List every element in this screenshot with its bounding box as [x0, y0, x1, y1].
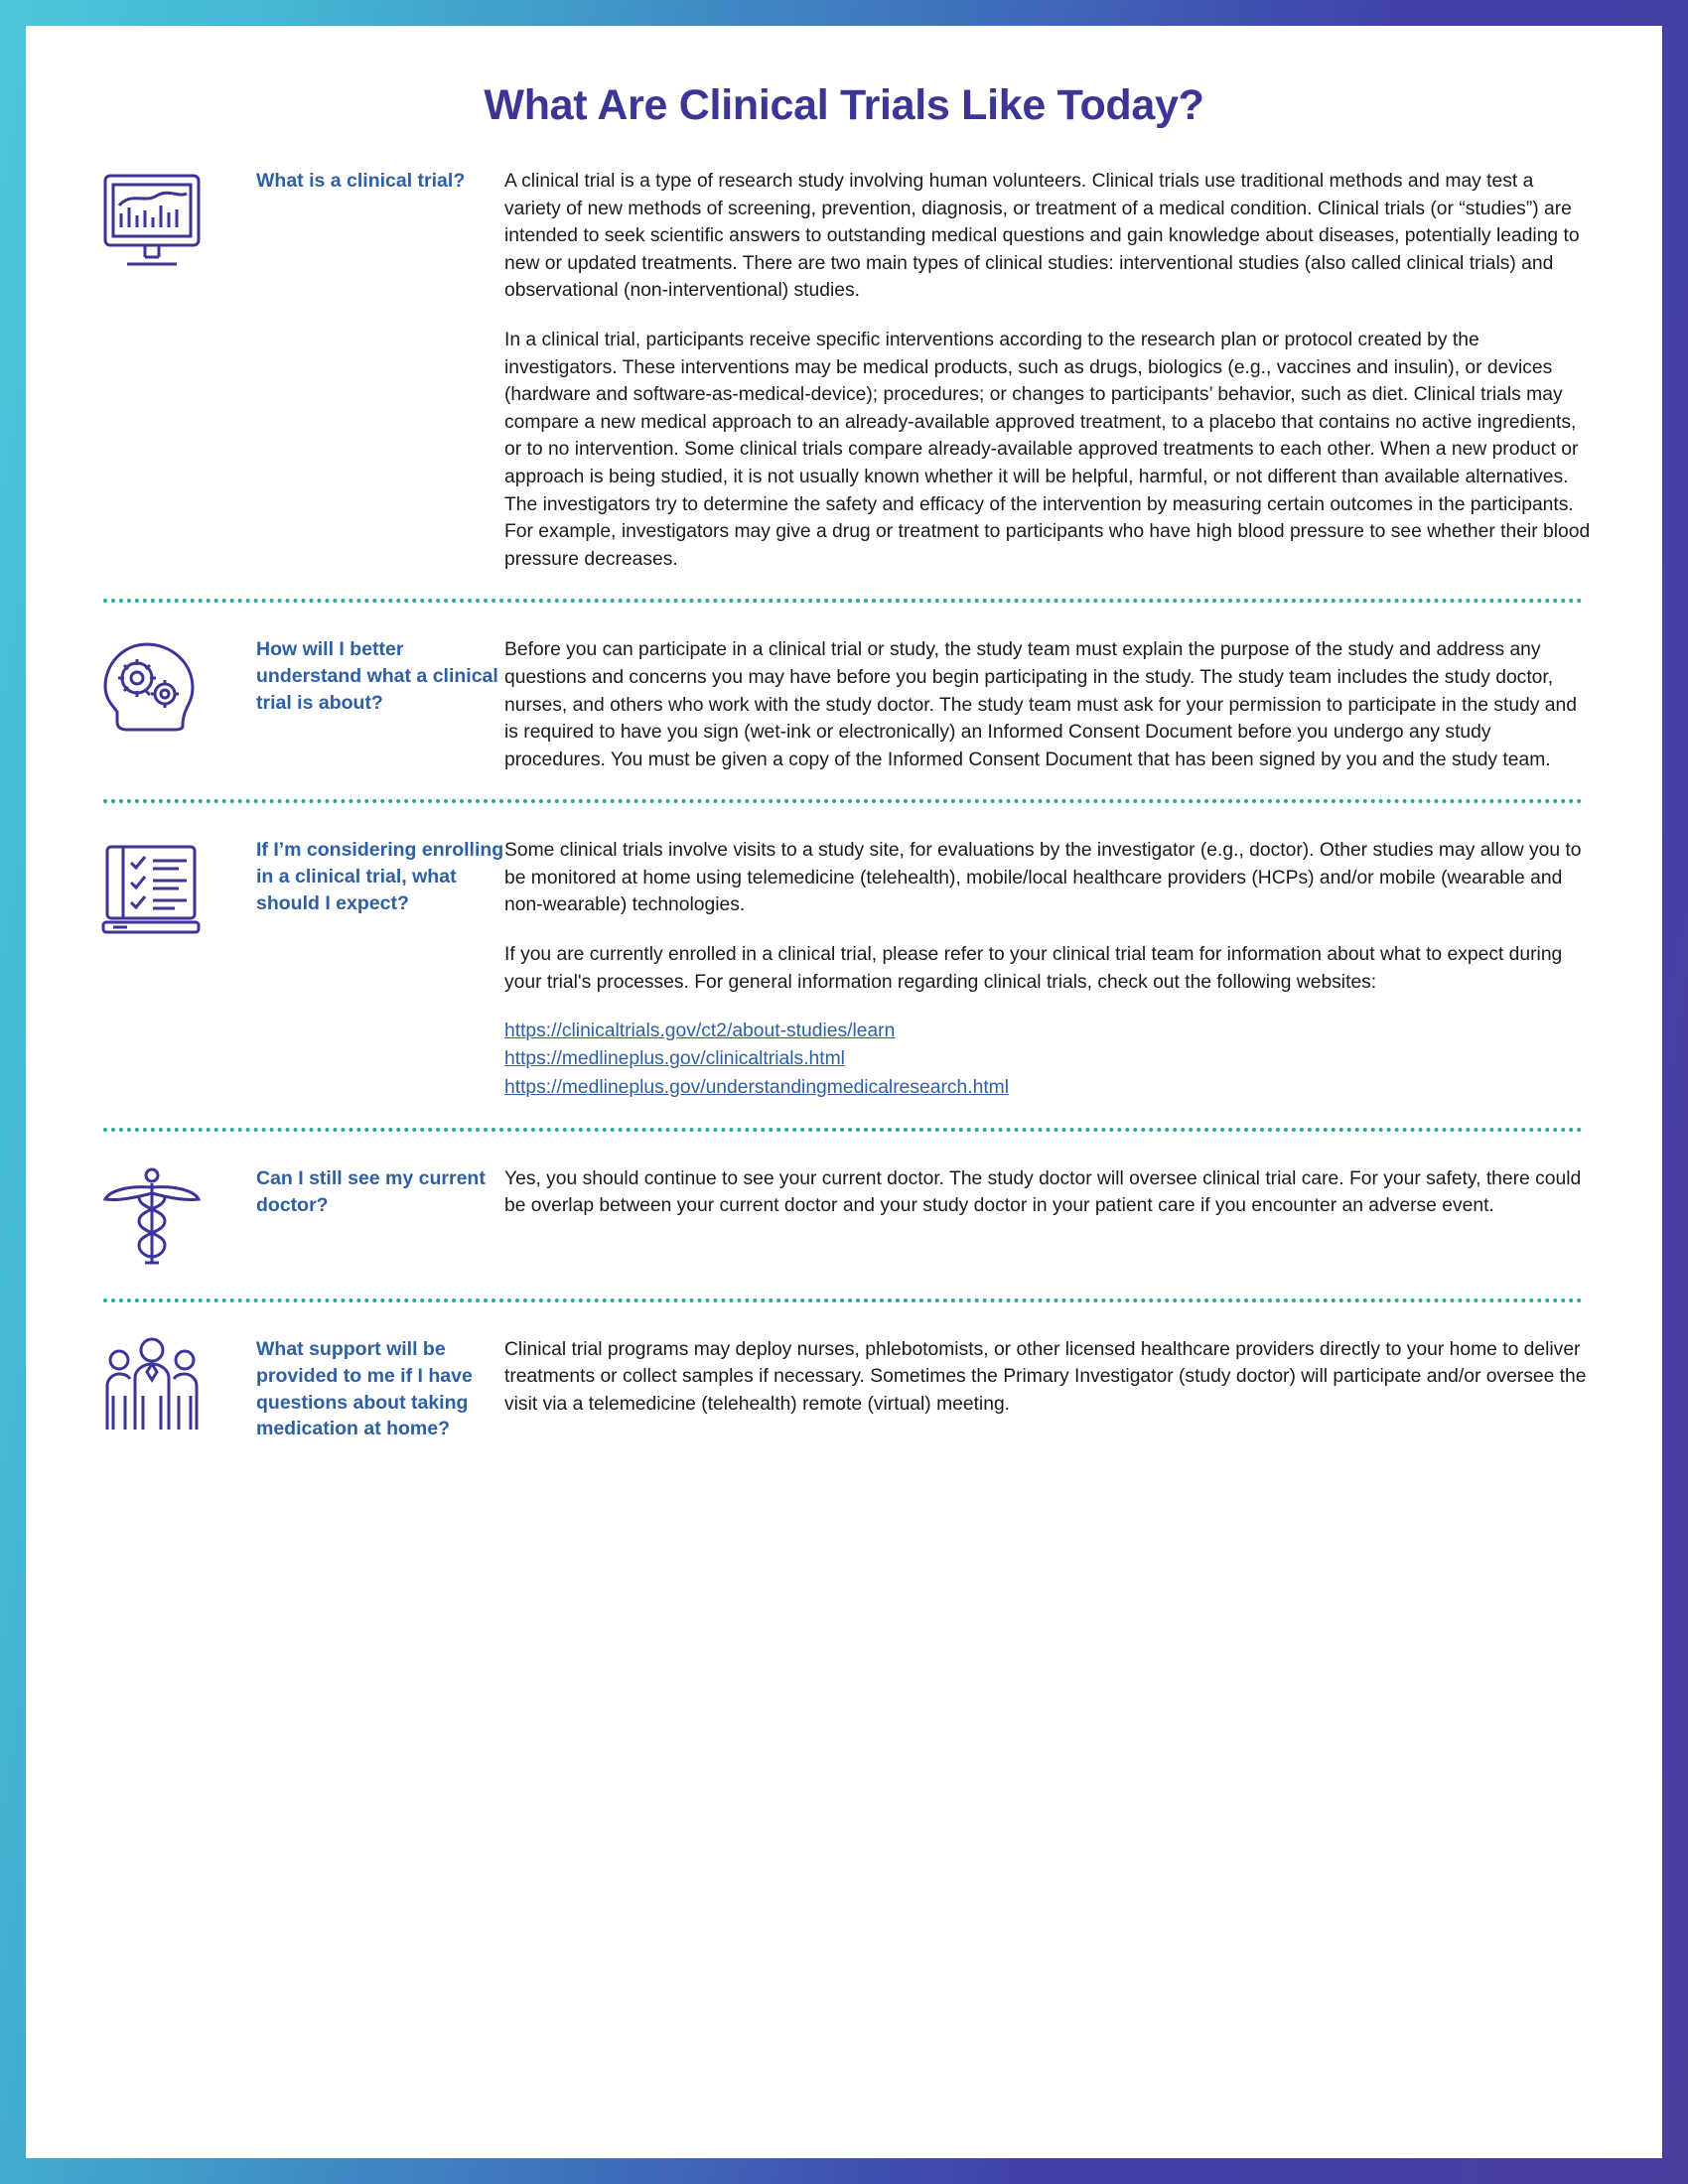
head-gears-icon: [97, 634, 207, 744]
icon-container: [97, 829, 256, 944]
icon-container: [97, 1158, 256, 1273]
faq-section-2: [85, 628, 1603, 773]
section-divider: [103, 799, 1583, 803]
question-container: [256, 628, 504, 717]
monitor-chart-icon: [97, 166, 207, 275]
question-text: If I’m considering enrolling in a clinical trial, what should I expect?: [256, 839, 504, 915]
resource-links: [504, 1018, 1593, 1102]
resource-link-clinicaltrials[interactable]: https://clinicaltrials.gov/ct2/about-studies/learn: [504, 1021, 896, 1042]
answer-container: [504, 160, 1603, 573]
faq-section-5: [85, 1328, 1603, 1443]
question-container: [256, 829, 504, 917]
section-divider: [103, 599, 1583, 603]
resource-link-medlineplus-clinicaltrials[interactable]: https://medlineplus.gov/clinicaltrials.html: [504, 1048, 845, 1070]
icon-container: [97, 1328, 256, 1443]
section-divider: [103, 1128, 1583, 1132]
answer-paragraph: In a clinical trial, participants receive specific interventions according to the research plan or protocol created by the investigators. These interventions may be medical products, such as drugs, biologics (e.g., vaccines and insulin), or devices (hardware and software-as-medical-device); procedures; or changes to participants’ behavior, such as diet. Clinical trials may compare a new medical approach to an already-available approved treatment, to a placebo that contains no active ingredients, or to no intervention. Some clinical trials compare already-available approved treatments to each other. When a new product or approach is being studied, it is not usually known whether it will be helpful, harmful, or not different than available alternatives. The investigators try to determine the safety and efficacy of the intervention by measuring certain outcomes in the participants. For example, investigators may give a drug or treatment to participants who have high blood pressure to see whether their blood pressure decreases.: [504, 329, 1591, 570]
answer-container: [504, 1328, 1603, 1419]
faq-section-4: [85, 1158, 1603, 1273]
question-container: [256, 1158, 504, 1219]
checklist-document-icon: [97, 835, 207, 944]
page-title: What Are Clinical Trials Like Today?: [484, 81, 1204, 129]
answer-paragraph: Clinical trial programs may deploy nurses, phlebotomists, or other licensed healthcare providers directly to your home to deliver treatments or collect samples if necessary. Sometimes the Primary Investigator (study doctor) will participate and/or oversee the visit via a telemedicine (telehealth) remote (virtual) meeting.: [504, 1338, 1587, 1415]
question-text: What is a clinical trial?: [256, 170, 466, 192]
faq-section-1: [85, 160, 1603, 573]
answer-container: [504, 628, 1603, 773]
answer-paragraph: If you are currently enrolled in a clinical trial, please refer to your clinical trial team for information about what to expect during your trial's processes. For general information regarding clinical trials, check out the following websites:: [504, 944, 1563, 993]
question-container: [256, 160, 504, 195]
caduceus-icon: [97, 1163, 207, 1273]
document-sheet: [26, 26, 1662, 2158]
question-text: What support will be provided to me if I have questions about taking medication at home?: [256, 1337, 473, 1440]
answer-paragraph: Some clinical trials involve visits to a study site, for evaluations by the investigator (e.g., doctor). Other studies may allow you to be monitored at home using telemedicine (telehealth), mobile/local healthcare providers (HCPs) and/or mobile (wearable and non-wearable) technologies.: [504, 840, 1582, 916]
question-text: How will I better understand what a clinical trial is about?: [256, 638, 498, 715]
answer-container: [504, 1158, 1603, 1220]
faq-section-3: [85, 829, 1603, 1101]
answer-container: [504, 829, 1603, 1101]
people-group-icon: [97, 1334, 207, 1443]
answer-paragraph: Yes, you should continue to see your current doctor. The study doctor will oversee clinical trial care. For your safety, there could be overlap between your current doctor and your study doctor in your patient care if you encounter an adverse event.: [504, 1167, 1582, 1217]
question-text: Can I still see my current doctor?: [256, 1166, 486, 1216]
question-container: [256, 1328, 504, 1443]
answer-paragraph: Before you can participate in a clinical trial or study, the study team must explain the purpose of the study and address any questions and concerns you may have before you begin participating in the study. The study team includes the study doctor, nurses, and others who work with the study doctor. The study team must ask for your permission to participate in the study and is required to have you sign (wet-ink or electronically) an Informed Consent Document before you undergo any study procedures. You must be given a copy of the Informed Consent Document that has been signed by you and the study team.: [504, 639, 1577, 770]
resource-link-medlineplus-research[interactable]: https://medlineplus.gov/understandingmedicalresearch.html: [504, 1076, 1010, 1098]
answer-paragraph: A clinical trial is a type of research study involving human volunteers. Clinical trials use traditional methods and may test a variety of new methods of screening, prevention, diagnosis, or treatment of a medical condition. Clinical trials (or “studies”) are intended to seek scientific answers to outstanding medical questions and gain knowledge about diseases, potentially leading to new or updated treatments. There are two main types of clinical studies: interventional studies (also called clinical trials) and observational (non-interventional) studies.: [504, 171, 1580, 302]
icon-container: [97, 160, 256, 275]
icon-container: [97, 628, 256, 744]
section-divider: [103, 1298, 1583, 1302]
